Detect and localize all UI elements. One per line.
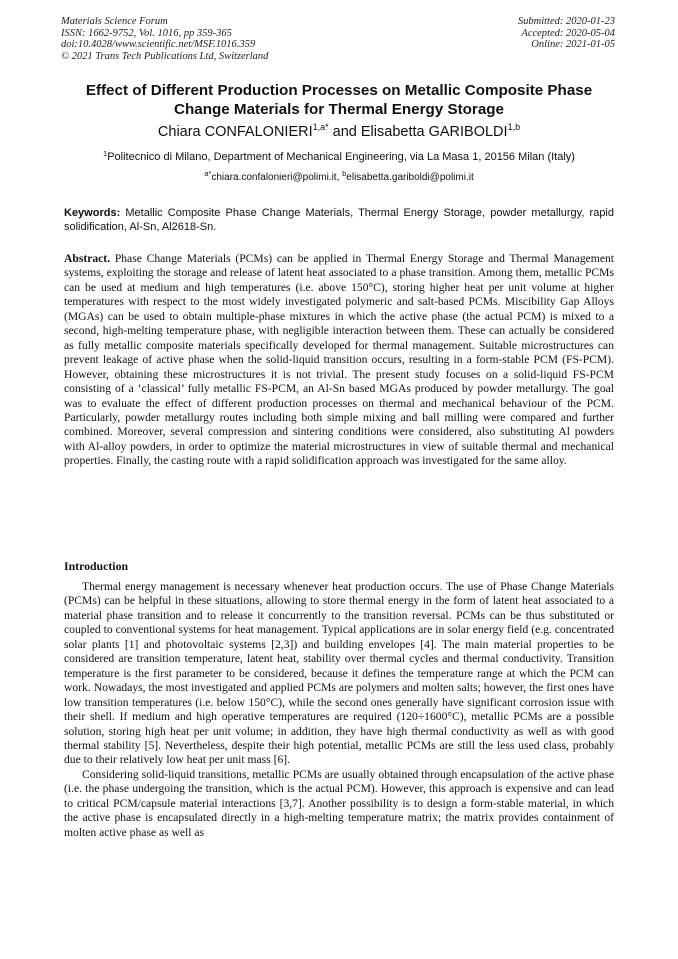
paper-title-line1: Effect of Different Production Processes on Metallic Composite Phase <box>85 82 593 99</box>
affiliation <box>40 150 638 164</box>
email-mark-a: a* <box>204 169 212 178</box>
introduction-paragraph-2: Considering solid-liquid transitions, metallic PCMs are usually obtained through encapsulation of the active phase (i.e. the phase undergoing the transition, which is the actual PCM). However, this approach is expensive and can lead to critical PCM/capsule material interactions [3,7]. Another possibility is to design a form-stable material, in which the active phase is encapsulated directly in a high-melting temperature matrix; the matrix provides containment of molten active phase as well as <box>64 767 614 839</box>
email-mark-b: b <box>342 169 347 178</box>
author-list <box>40 123 638 141</box>
introduction-heading: Introduction <box>64 559 129 573</box>
affiliation-text: Politecnico di Milano, Department of Mechanical Engineering, via La Masa 1, 20156 Milan (Italy) <box>107 151 575 163</box>
abstract-label: Abstract. <box>64 252 111 265</box>
abstract <box>64 252 614 469</box>
keywords-text: Metallic Composite Phase Change Materials, Thermal Energy Storage, powder metallurgy, rapid solidification, Al-Sn, Al2618-Sn. <box>64 207 614 234</box>
introduction-body <box>64 580 614 840</box>
paper-title <box>40 81 638 119</box>
author-emails <box>40 171 638 184</box>
author-1-affiliation-mark: 1,a* <box>312 122 329 132</box>
journal-info <box>61 16 391 62</box>
email-b: elisabetta.gariboldi@polimi.it <box>346 172 474 183</box>
abstract-text: Phase Change Materials (PCMs) can be applied in Thermal Energy Storage and Thermal Management systems, exploiting the storage and release of latent heat associated to a phase transition. Among them, metallic PCMs can be used at medium and high temperatures (i.e. above 150°C), storing higher heat per unit volume at higher temperatures with respect to the most widely investigated polymeric and salt-based PCMs. Miscibility Gap Alloys (MGAs) can be used to obtain multiple-phase mixtures in which the active phase (the actual PCM) is mixed to a second, high-melting temperature phase, with negligible interaction between them. These can actually be considered as fully metallic composite materials specifically developed for thermal management. Suitable microstructures can prevent leakage of active phase when the solid-liquid transition occurs, resulting in a form-stable PCM (FS-PCM). However, obtaining these microstructures it is not trivial. The present study focuses on a solid-liquid FS-PCM consisting of a ‘classical’ fully metallic FS-PCM, an Al-Sn based MGAs produced by powder metallurgy. The goal was to evaluate the effect of different production processes on thermal and mechanical behaviour of the PCM. Particularly, powder metallurgy routes including both simple mixing and ball milling were compared and further combined. Moreover, several compression and sintering conditions were considered, also substituting Al powders with Al-alloy powders, in order to optimize the material microstructures in view of suitable thermal and mechanical properties. Finally, the casting route with a rapid solidification approach was investigated for the same alloy. <box>64 252 614 468</box>
accepted-date: Accepted: 2020-05-04 <box>521 27 615 39</box>
submission-dates <box>385 16 615 51</box>
journal-issn: ISSN: 1662-9752, Vol. 1016, pp 359-365 <box>61 27 232 39</box>
journal-copyright: © 2021 Trans Tech Publications Ltd, Switzerland <box>61 50 269 62</box>
journal-doi: doi:10.4028/www.scientific.net/MSF.1016.359 <box>61 39 256 51</box>
author-joiner: and <box>328 124 361 140</box>
paper-title-line2: Change Materials for Thermal Energy Storage <box>174 101 504 118</box>
online-date: Online: 2021-01-05 <box>531 39 615 51</box>
journal-name: Materials Science Forum <box>61 16 168 27</box>
submitted-date: Submitted: 2020-01-23 <box>517 16 615 27</box>
email-a: chiara.confalonieri@polimi.it, <box>211 172 343 183</box>
keywords-label: Keywords: <box>64 207 121 219</box>
author-2-affiliation-mark: 1,b <box>507 122 521 132</box>
keywords <box>64 206 614 235</box>
affiliation-mark: 1 <box>103 149 108 158</box>
author-2: Elisabetta GARIBOLDI <box>360 124 508 140</box>
introduction-paragraph-1: Thermal energy management is necessary whenever heat production occurs. The use of Phase Change Materials (PCMs) can be helpful in these situations, allowing to store thermal energy in the form of latent heat associated to a material phase transition and to release it concurrently to the transition reversal. PCMs can be thus substituted or coupled to conventional systems for heat management. Typical applications are in solar energy field (e.g. concentrated solar plants [1] and photovoltaic systems [2,3]) and building envelopes [4]. The main material properties to be considered are transition temperature, latent heat, stability over thermal cycles and thermal conductivity. Transition temperature is the first parameter to be considered, because it defines the temperature range at which the PCM can work. Nowadays, the most investigated and applied PCMs are polymers and molten salts; however, the first ones have low transition temperatures (i.e. below 150°C), while the second ones generally have significant corrosion issue with their shell. If medium and high operative temperatures are required (120÷1600°C), metallic PCMs are a possible solution, storing high heat per unit volume; in addition, they have high thermal conductivity as well as with good thermal stability [5]. Nevertheless, despite their high potential, metallic PCMs are still the less used class, probably due to their relatively low heat per unit mass [6]. <box>64 580 614 767</box>
author-1: Chiara CONFALONIERI <box>157 124 313 140</box>
